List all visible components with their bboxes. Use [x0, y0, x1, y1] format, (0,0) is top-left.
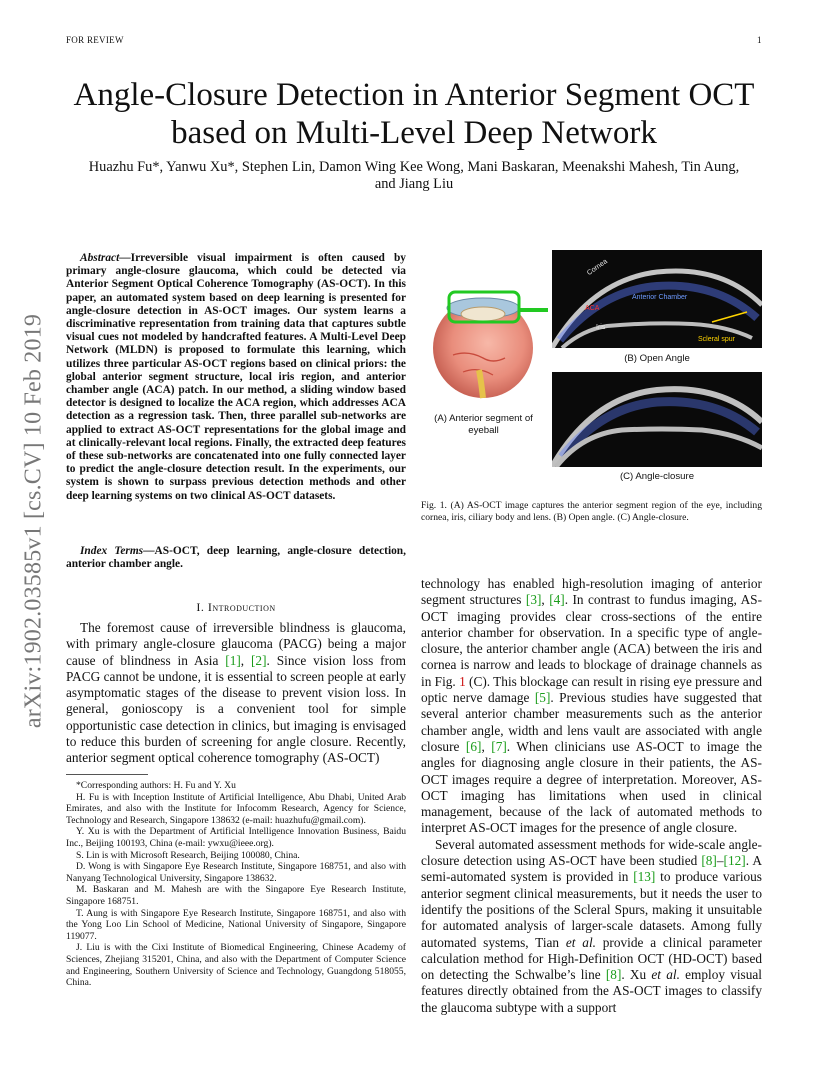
citation-link[interactable]: [2]: [251, 652, 267, 668]
footnote: M. Baskaran and M. Mahesh are with the Singapore Eye Research Institute, Singapore 168751.: [66, 884, 406, 907]
citation-separator: ,: [541, 592, 550, 608]
oct-closure-svg: [552, 372, 762, 467]
eyeball-illustration: [423, 280, 548, 400]
label-scleral-spur: Scleral spur: [698, 336, 735, 343]
eyeball-svg: [423, 280, 548, 400]
citation-separator: –: [716, 853, 724, 869]
citation-link[interactable]: [3]: [525, 592, 542, 608]
body-text: . When clinicians use AS-OCT to image the angles for diagnosing angle closure in their patients, the AS-OCT images require a degree of interpretation. Moreover, AS-OCT imaging has limitations when used in clinical management, because of the lack of automated methods to interpret AS-OCT images for the presence of angle closure.: [421, 738, 763, 836]
citation-link[interactable]: [4]: [549, 592, 565, 608]
italic-text: et al.: [651, 967, 680, 983]
body-text: to produce various anterior segment clinical measurements, but it needs the user to identify the positions of the Scleral Spurs, making it unsuitable for automated analysis of larger-scale datasets. Among fully automated systems, Tian: [421, 869, 762, 950]
oct-image-open-angle: [552, 250, 762, 348]
intro-text: The foremost cause of irreversible blindness is glaucoma, with primary angle-closure glaucoma (PACG) being a major cause of blindness in Asia: [66, 620, 406, 668]
body-text: provide a clinical parameter calculation method for High-Definition OCT (HD-OCT) based on detecting the Schwalbe’s line: [421, 934, 762, 983]
footnote: *Corresponding authors: H. Fu and Y. Xu: [76, 780, 236, 791]
label-aca: ACA: [585, 305, 600, 312]
caption-label-a: (A) Anterior segment of eyeball: [434, 413, 533, 436]
spur-arrow: [712, 312, 747, 322]
oct-image-angle-closure: [552, 372, 762, 467]
body-text: employ visual features directly obtained from the AS-OCT images to classify the glaucoma subtype with a support: [421, 967, 762, 1015]
optic-nerve: [479, 370, 483, 398]
citation-link[interactable]: [8]: [605, 967, 622, 983]
body-text: . Previous studies have suggested that several anterior chamber measurements such as the anterior chamber angle, width and lens vault are associated with angle closure: [421, 690, 763, 754]
abstract-label: Abstract: [80, 252, 120, 264]
introduction-paragraph: [66, 620, 406, 767]
citation-link[interactable]: [7]: [491, 738, 507, 754]
citation-link[interactable]: [13]: [633, 869, 656, 885]
abstract: [66, 252, 406, 503]
caption-label-c: (C) Angle-closure: [619, 471, 695, 482]
body-text: (C). This blockage can result in rising eye pressure and optic nerve damage: [421, 673, 762, 706]
label-anterior-chamber: Anterior Chamber: [632, 294, 688, 301]
author-list: [60, 159, 768, 193]
authors-line-2: and Jiang Liu: [374, 176, 454, 192]
intro-text: . Since vision loss from PACG cannot be undone, it is essential to screen people at early asymptomatic stages of the disease to prevent vision loss. In general, gonioscopy is a convenient tool for simple opportunistic case detection in clinics, but imaging is envisaged to reduce this burden of screening for angle closure. Recently, anterior segment optical coherence tomography (AS-OCT): [66, 652, 406, 766]
label-cornea: Cornea: [586, 258, 609, 277]
footnote: S. Lin is with Microsoft Research, Beijing 100080, China.: [76, 849, 300, 861]
footnote-rule: [66, 774, 148, 775]
body-text: . In contrast to fundus imaging, AS-OCT imaging provides clear cross-sections of the entire anterior chamber for observation. In a specific type of angle-closure, the anterior chamber angle (ACA) between the iris and cornea is narrow and leads to blockage of drainage channels as in Fig.: [421, 592, 763, 689]
citation-separator: ,: [481, 738, 492, 754]
body-text: technology has enabled high-resolution imaging of anterior segment structures: [421, 576, 762, 608]
caption-label-b: (B) Open Angle: [624, 353, 690, 364]
footnote: Y. Xu is with the Department of Artificial Intelligence Innovation Business, Baidu Inc., Beijing 100193, China (e-mail: ywxu@ieee.org).: [66, 826, 406, 849]
paper-title: [40, 76, 788, 152]
citation-link[interactable]: [6]: [465, 738, 482, 754]
figure-link[interactable]: 1: [459, 673, 466, 689]
figure-1: [421, 250, 762, 490]
citation-link[interactable]: [12]: [723, 853, 746, 869]
authors-line-1: Huazhu Fu*, Yanwu Xu*, Stephen Lin, Damon Wing Kee Wong, Mani Baskaran, Meenakshi Mahesh, Tin Aung,: [88, 159, 740, 175]
page-number: 1: [757, 35, 762, 45]
abstract-text: —Irreversible visual impairment is often caused by primary angle-closure glaucoma, which could be detected via Anterior Segment Optical Coherence Tomography (AS-OCT). In this paper, an automated system based on deep learning is presented for angle-closure detection in AS-OCT images. Our system learns a discriminative representation from training data that captures subtle visual cues not modeled by handcrafted features. A Multi-Level Deep Network (MLDN) is proposed to formulate this learning, which utilizes three particular AS-OCT regions based on clinical priors: the global anterior segment structure, local iris region, and anterior chamber angle (ACA) patch. In our method, a sliding window based detector is designed to localize the ACA region, which addresses ACA detection as a regression task. Then, three parallel sub-networks are applied to extract AS-OCT representations for the global image and at clinically-relevant local regions. Finally, the extracted deep features of these sub-networks are concatenated into one fully connected layer to predict the angle-closure detection result. In the experiments, our system is shown to surpass previous detection methods and other deep learning systems on two clinical AS-OCT datasets.: [66, 252, 406, 502]
arxiv-sidebar: [4, 283, 64, 758]
footnote: T. Aung is with Singapore Eye Research Institute, Singapore 168751, and also with the Yong Loo Lin School of Medicine, National University of Singapore, Singapore 119077.: [66, 907, 406, 942]
footnote: J. Liu is with the Cixi Institute of Biomedical Engineering, Chinese Academy of Sciences, Zhejiang 315201, China, and also with the Department of Computer Science and Engineering, Southern University of Science and Technology, Guangdong 518055, China.: [66, 942, 406, 989]
index-terms: [66, 545, 406, 571]
running-header: FOR REVIEW: [66, 35, 124, 45]
citation-link[interactable]: [1]: [225, 652, 241, 668]
index-terms-text: —AS-OCT, deep learning, angle-closure detection, anterior chamber angle.: [66, 545, 406, 571]
right-column-text: [421, 576, 762, 1016]
figure-caption: Fig. 1. (A) AS-OCT image captures the anterior segment region of the eye, including cornea, iris, ciliary body and lens. (B) Open angle. (C) Angle-closure.: [421, 500, 762, 523]
footnote: H. Fu is with Inception Institute of Artificial Intelligence, Abu Dhabi, United Arab Emirates, and also with the Institute for Infocomm Research, Agency for Science, Technology and Research, Singapore 138632 (e-mail: huazhufu@gmail.com).: [66, 791, 406, 826]
body-text: Several automated assessment methods for wide-scale angle-closure detection using AS-OCT have been studied: [421, 836, 762, 869]
index-terms-label: Index Terms: [80, 545, 144, 557]
body-text: . A semi-automated system is provided in: [421, 853, 762, 885]
footnote: D. Wong is with Singapore Eye Research Institute, Singapore 168751, and also with Nanyang Technological University, Singapore 138632.: [66, 861, 406, 884]
citation-separator: ,: [240, 652, 251, 668]
section-heading: I. Introduction: [196, 600, 276, 614]
citation-link[interactable]: [8]: [701, 853, 717, 869]
title-line-1: Angle-Closure Detection in Anterior Segment OCT: [73, 77, 755, 113]
lens-shape: [461, 307, 505, 321]
label-iris: Iris: [596, 324, 606, 331]
body-text: . Xu: [621, 967, 652, 983]
arxiv-identifier[interactable]: arXiv:1902.03585v1 [cs.CV] 10 Feb 2019: [20, 313, 47, 728]
citation-link[interactable]: [5]: [534, 690, 551, 706]
italic-text: et al.: [565, 934, 596, 950]
footnotes: [66, 780, 406, 989]
title-line-2: based on Multi-Level Deep Network: [171, 115, 657, 151]
